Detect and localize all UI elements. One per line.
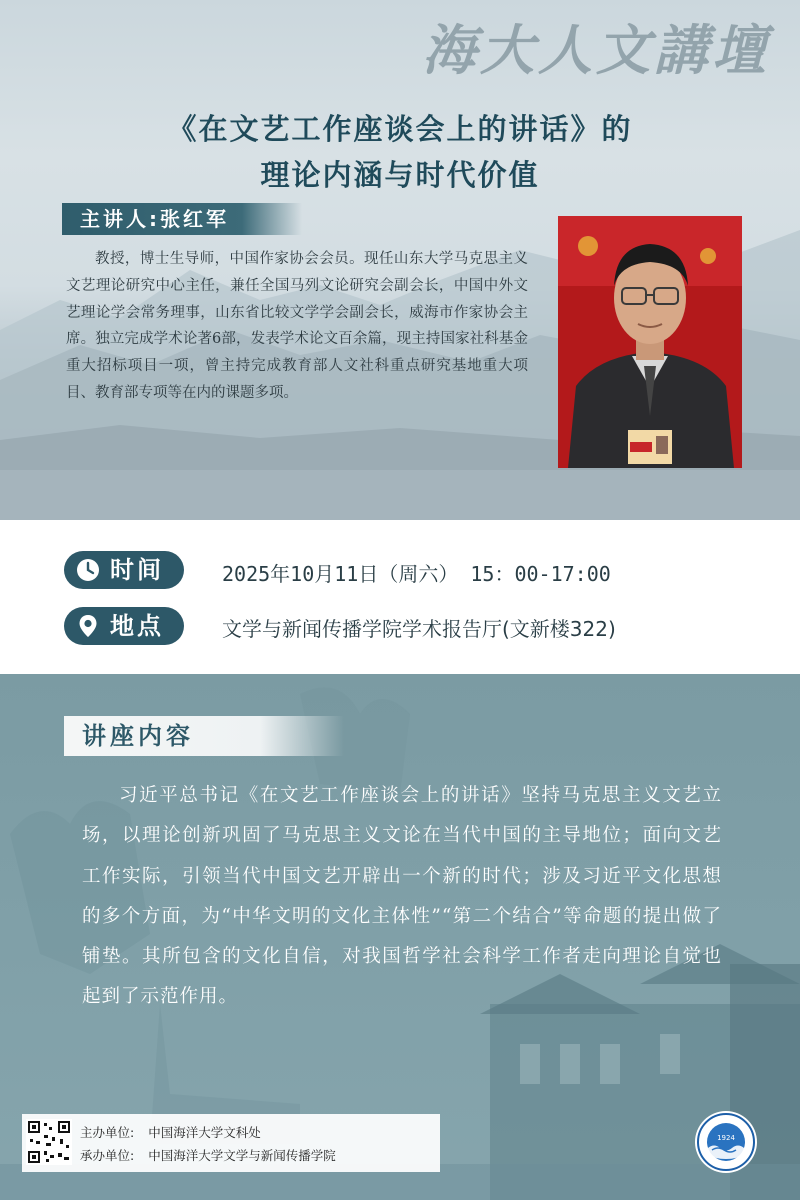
speaker-tag: 主讲人:张红军 (62, 203, 302, 235)
host-value: 中国海洋大学文科处 (148, 1125, 261, 1140)
host-label: 主办单位: (80, 1125, 135, 1140)
header-section (0, 0, 800, 520)
seal-year: 1924 (717, 1134, 735, 1142)
host-line (80, 1123, 261, 1141)
university-seal-icon (694, 1110, 758, 1174)
lecture-title (0, 106, 800, 198)
organizer-footer (22, 1114, 440, 1172)
organizer-value: 中国海洋大学文学与新闻传播学院 (148, 1148, 336, 1163)
lecture-content-text: 习近平总书记《在文艺工作座谈会上的讲话》坚持马克思主义文艺立场，以理论创新巩固了马克思主义文论在当代中国的主导地位；面向文艺工作实际，引领当代中国文艺开辟出一个新的时代；涉及习近平文化思想的多个方面，为“中华文明的文化主体性”“第二个结合”等命题的提出做了铺垫。其所包含的文化自信，对我国哲学社会科学工作者走向理论自觉也起到了示范作用。 (82, 785, 722, 1008)
speaker-portrait-image (558, 216, 742, 468)
time-label: 时间 (110, 556, 164, 584)
qr-code-icon (26, 1119, 72, 1165)
organizer-line (80, 1146, 336, 1164)
speaker-bio: 教授，博士生导师，中国作家协会会员。现任山东大学马克思主义文艺理论研究中心主任，兼任全国马列文论研究会副会长，中国中外文艺理论学会常务理事，山东省比较文学学会副会长，威海市作家协会主席。独立完成学术论著6部，发表学术论文百余篇，现主持国家社科基金重大招标项目一项，曾主持完成教育部人文社科重点研究基地重大项目、教育部专项等在内的课题多项。 (66, 251, 528, 401)
clock-icon (76, 558, 100, 582)
speaker-photo (558, 216, 742, 468)
place-label: 地点 (110, 612, 164, 640)
title-line-1: 《在文艺工作座谈会上的讲话》的 (167, 112, 633, 146)
location-pin-icon (76, 614, 100, 638)
organizer-label: 承办单位: (80, 1148, 135, 1163)
event-info-band (0, 520, 800, 674)
content-section-tag: 讲座内容 (64, 716, 344, 756)
title-line-2: 理论内涵与时代价值 (260, 158, 540, 192)
place-value: 文学与新闻传播学院学术报告厅(文新楼322) (222, 617, 616, 641)
time-value: 2025年10月11日（周六） 15：00-17:00 (222, 562, 611, 586)
lecture-content-section (0, 674, 800, 1200)
time-label-pill (64, 551, 184, 589)
place-label-pill (64, 607, 184, 645)
lecture-series-brand: 海大人文講壇 (422, 18, 770, 82)
